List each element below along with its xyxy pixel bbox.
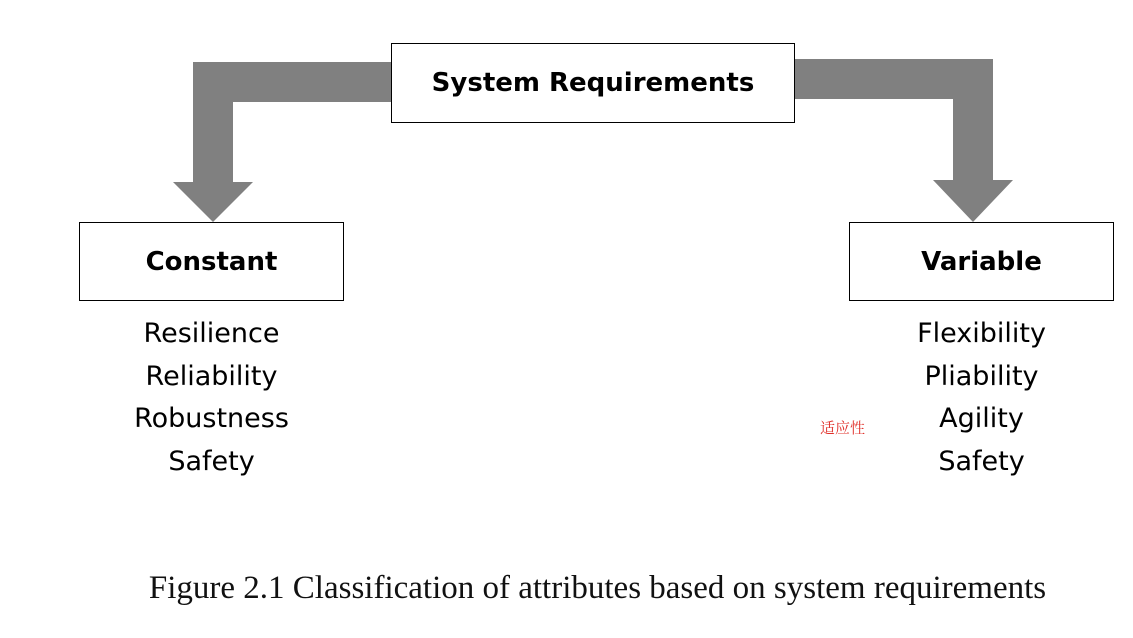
variable-box — [849, 222, 1114, 301]
constant-label: Constant — [145, 246, 278, 277]
constant-attributes-list — [79, 313, 344, 483]
attribute-reliability: Reliability — [145, 360, 278, 392]
system-requirements-label: System Requirements — [431, 68, 755, 98]
attribute-resilience: Resilience — [143, 318, 280, 349]
arrow-to-variable — [795, 59, 1013, 222]
attribute-safety-constant: Safety — [168, 445, 255, 477]
constant-box — [79, 222, 344, 301]
attribute-agility: Agility — [939, 403, 1024, 434]
arrow-to-constant — [173, 62, 391, 222]
variable-attributes-list — [849, 313, 1114, 483]
attribute-robustness: Robustness — [134, 403, 289, 434]
figure-caption: Figure 2.1 Classification of attributes based on system requirements — [148, 570, 1047, 606]
agility-annotation: 适应性 — [820, 419, 866, 437]
attribute-safety-variable: Safety — [938, 445, 1025, 477]
attribute-flexibility: Flexibility — [917, 318, 1046, 349]
system-requirements-box — [391, 43, 795, 123]
variable-label: Variable — [921, 246, 1042, 277]
attribute-pliability: Pliability — [924, 360, 1039, 392]
